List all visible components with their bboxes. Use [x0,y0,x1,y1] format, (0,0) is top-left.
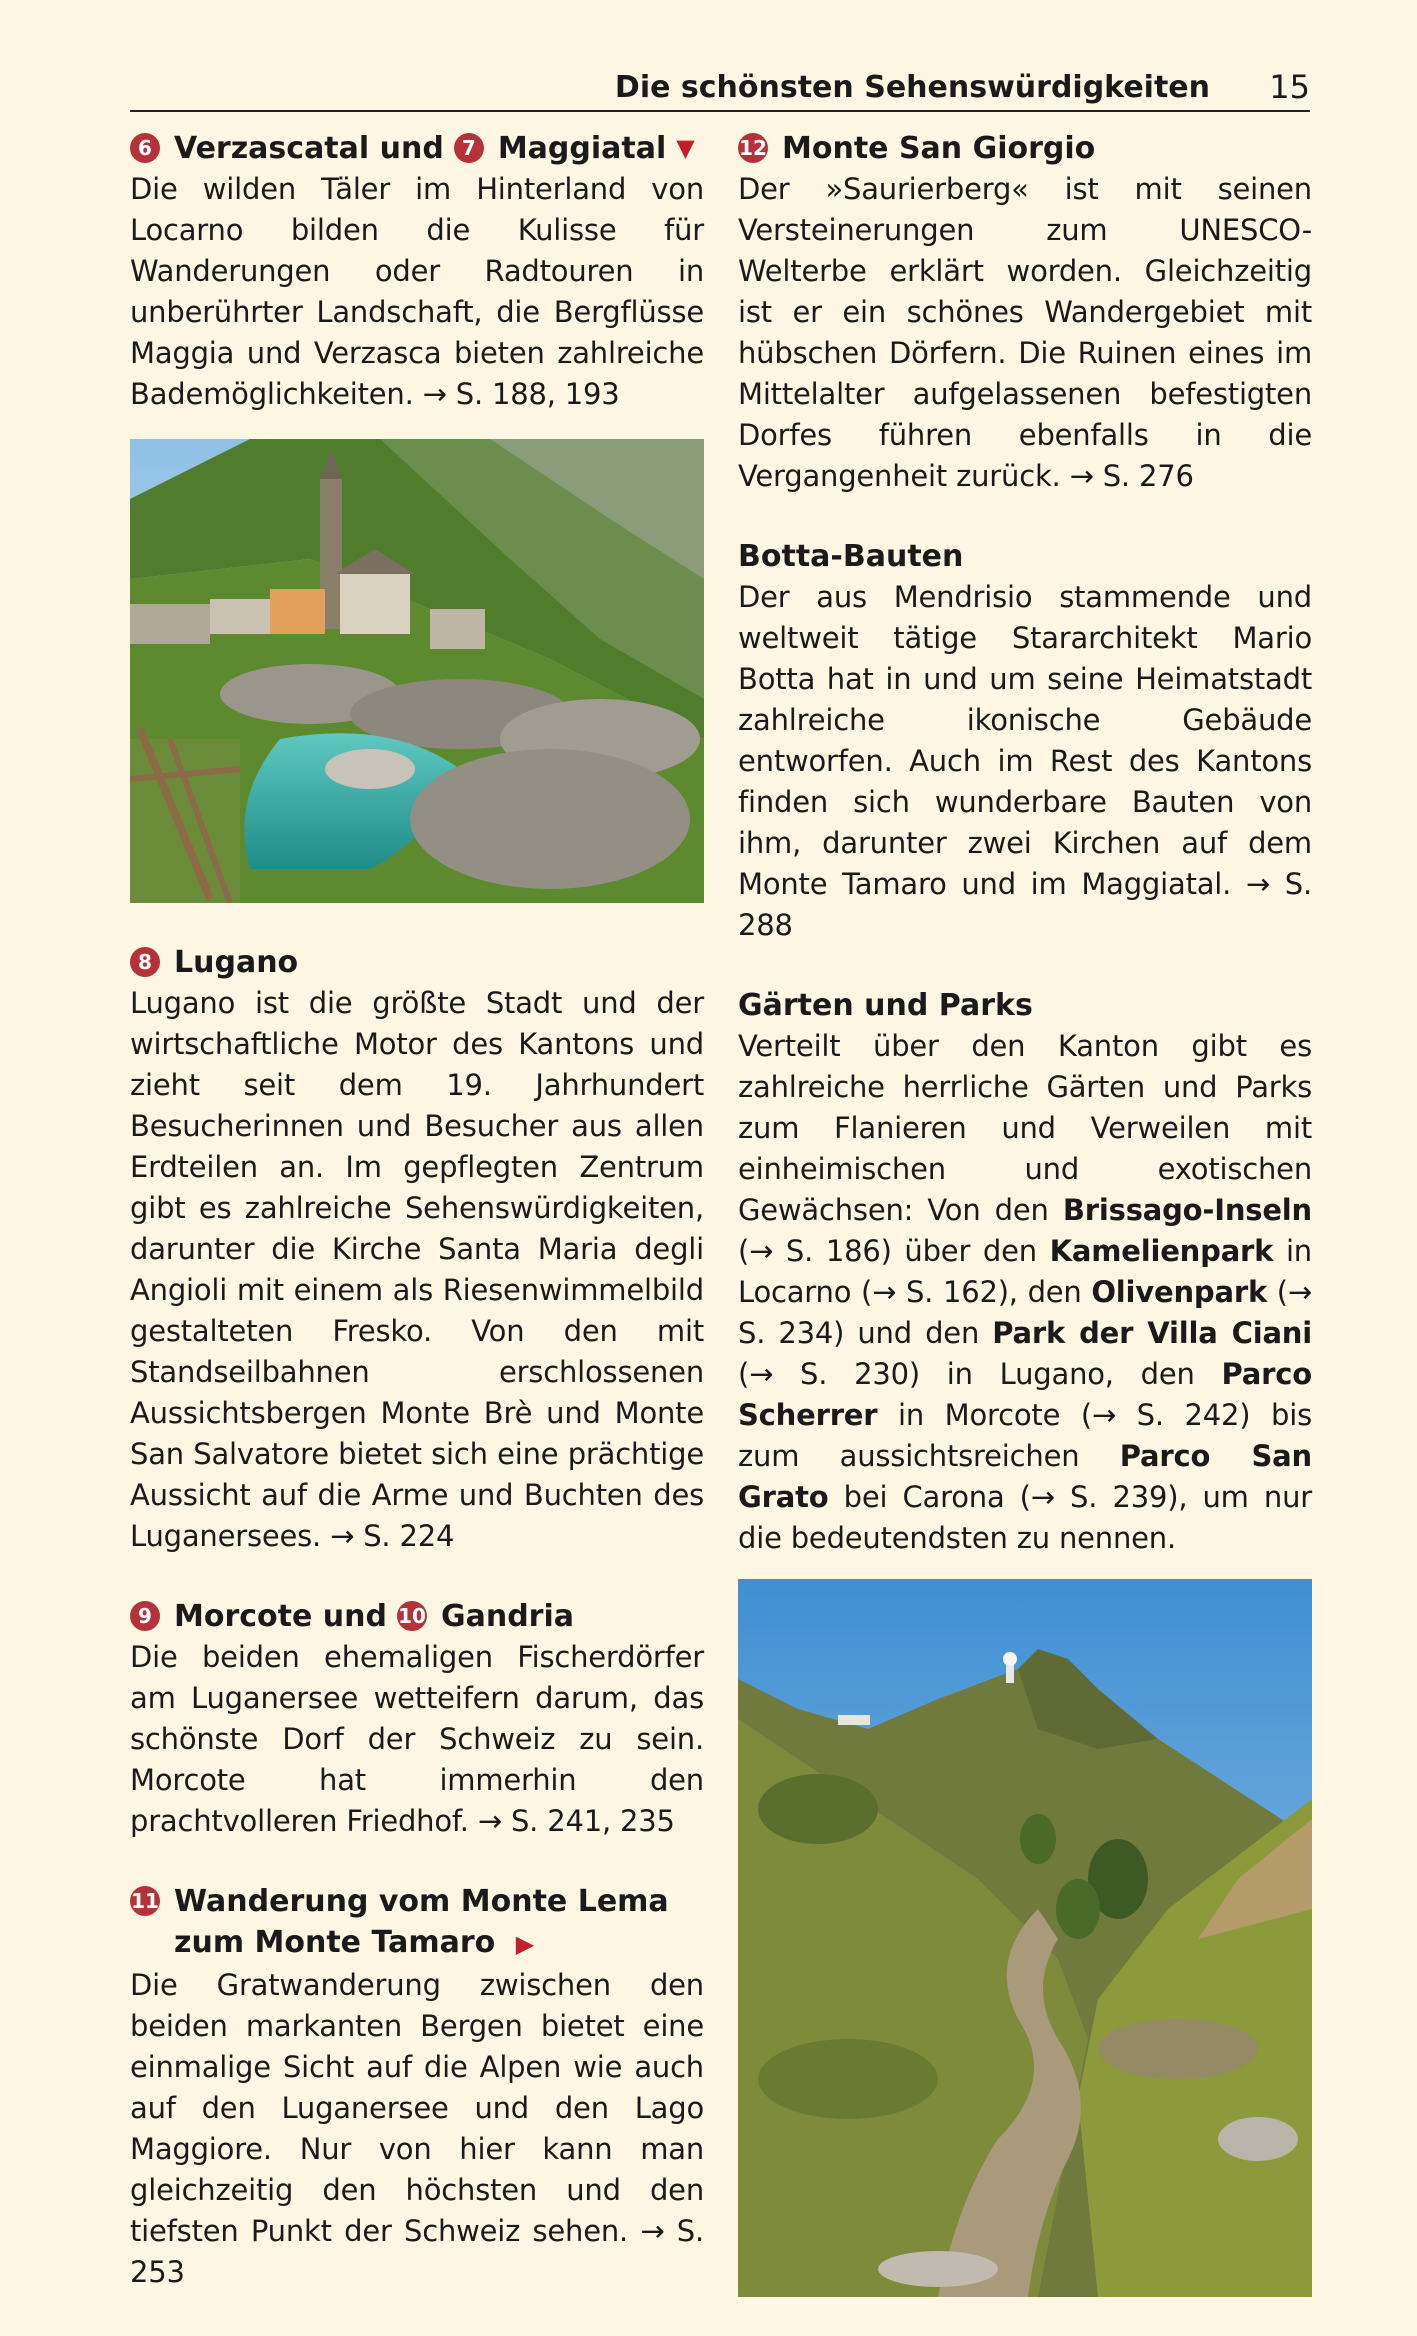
title-part: Wanderung vom Monte Lema [174,1884,669,1919]
bold-place-name: Olivenpark [1091,1275,1268,1309]
section-title [130,128,704,169]
number-badge: 6 [130,133,160,163]
section-text: Der »Saurierberg« ist mit seinen Versteinerungen zum UNESCO-Welterbe erklärt worden. Gleichzeitig ist er ein schönes Wandergebiet mit hübschen Dörfern. Die Ruinen eines im Mittelalter aufgelassenen befestigten Dorfes führen ebenfalls in die Vergangenheit zurück. → S. 276 [738,172,1312,493]
photo-verzasca-village [130,439,704,903]
section-text: Die Gratwanderung zwischen den beiden markanten Bergen bietet eine einmalige Sicht auf die Alpen wie auch auf den Luganersee und den Lago Maggiore. Nur von hier kann man gleichzeitig den höchsten und den tiefsten Punkt der Schweiz sehen. → S. 253 [130,1968,704,2289]
section-botta-bauten [738,536,1312,946]
bold-place-name: Kamelienpark [1049,1234,1274,1268]
section-text: Lugano ist die größte Stadt und der wirtschaftliche Motor des Kantons und zieht seit dem 19. Jahrhundert Besucherinnen und Besucher aus allen Erdteilen an. Im gepflegten Zentrum gibt es zahlreiche Sehenswürdigkeiten, darunter die Kirche Santa Maria degli Angioli mit einem als Riesenwimmelbild gestalteten Fresko. Von den mit Standseilbahnen erschlossenen Aussichtsbergen Monte Brè und Monte San Salvatore bietet sich eine prächtige Aussicht auf die Arme und Buchten des Luganersees. → S. 224 [130,986,704,1553]
section-text: Der aus Mendrisio stammende und weltweit tätige Stararchitekt Mario Botta hat in und um seine Heimatstadt zahlreiche ikonische Gebäude entworfen. Auch im Rest des Kantons finden sich wunderbare Bauten von ihm, darunter zwei Kirchen auf dem Monte Tamaro und im Maggiatal. → S. 288 [738,580,1312,942]
title-line-2 [130,1922,704,1965]
bold-place-name: Parco Scherrer [738,1357,1312,1432]
text-run: (→ S. 186) über den [738,1234,1050,1268]
section-lugano [130,942,704,1557]
text-run: (→ S. 230) in Lugano, den [738,1357,1222,1391]
header-title: Die schönsten Sehenswürdigkeiten [614,70,1210,105]
section-monte-san-giorgio [738,128,1312,497]
section-title: Botta-Bauten [738,539,964,574]
bold-place-name: Brissago-Inseln [1062,1193,1312,1227]
title-part: Morcote und [174,1599,387,1634]
down-triangle-icon: ▼ [676,134,695,162]
number-badge: 10 [397,1601,427,1631]
photo-mountain-trail [738,1579,1312,2297]
number-badge: 11 [130,1886,160,1916]
section-morcote-gandria [130,1596,704,1842]
text-run: Verteilt über den Kanton gibt es zahlreiche herrliche Gärten und Parks zum Flanieren und Verweilen mit einheimischen und exotischen Gewächsen: Von den [738,1029,1312,1227]
running-header [130,70,1310,112]
title-part: Lugano [174,945,299,980]
section-title [130,1596,704,1637]
number-badge: 9 [130,1601,160,1631]
bold-place-name: Park der Villa Ciani [992,1316,1312,1350]
number-badge: 7 [454,133,484,163]
section-title: Gärten und Parks [738,988,1033,1023]
text-run: in Morcote (→ S. 242) bis zum aussichtsreichen [738,1398,1312,1473]
text-run: in Locarno (→ S. 162), den [738,1234,1312,1309]
title-part: Verzascatal und [174,131,444,166]
right-triangle-icon: ▶ [515,1930,535,1958]
section-gaerten-parks [738,985,1312,2297]
right-column [738,128,1312,2336]
section-text: Die beiden ehemaligen Fischerdörfer am Luganersee wetteifern darum, das schönste Dorf der Schweiz zu sein. Morcote hat immerhin den prachtvolleren Friedhof. → S. 241, 235 [130,1640,704,1838]
section-verzascatal-maggiatal [130,128,704,903]
title-part: Gandria [440,1599,575,1634]
section-text: Die wilden Täler im Hinterland von Locarno bilden die Kulisse für Wanderungen oder Radtouren in unberührter Landschaft, die Bergflüsse Maggia und Verzasca bieten zahlreiche Bademöglichkeiten. → S. 188, 193 [130,172,704,411]
number-badge: 8 [130,947,160,977]
bold-place-name: Parco San Grato [738,1439,1312,1514]
text-run: (→ S. 234) und den [738,1275,1312,1350]
text-run: bei Carona (→ S. 239), um nur die bedeutendsten zu nennen. [738,1480,1312,1555]
title-part: zum Monte Tamaro [174,1925,496,1960]
section-title [130,942,704,983]
number-badge: 12 [738,133,768,163]
section-text [738,1026,1312,1559]
section-title [738,128,1312,169]
section-wanderung [130,1881,704,2293]
title-part: Monte San Giorgio [782,131,1096,166]
section-title [130,1881,704,1965]
left-column [130,128,704,2332]
title-part: Maggiatal [497,131,667,166]
page-number: 15 [1269,68,1310,106]
